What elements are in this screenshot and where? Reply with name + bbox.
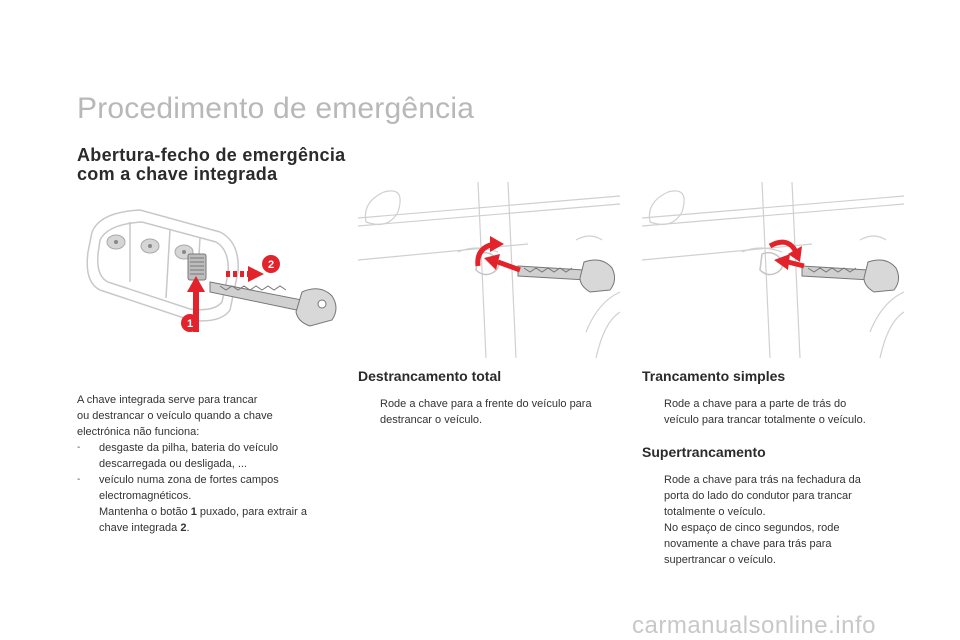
watermark: carmanualsonline.info <box>632 612 876 639</box>
section-title <box>77 146 345 184</box>
text-fragment: . <box>186 522 190 534</box>
list-item <box>77 504 339 536</box>
button-number: 1 <box>190 506 197 518</box>
list-item-line: Rode a chave para a frente do veículo para <box>380 398 592 410</box>
door-unlock-illustration <box>358 182 620 358</box>
intro-column <box>77 392 339 536</box>
key-number: 2 <box>180 522 187 534</box>
list-item <box>77 472 339 504</box>
section-title-line1: Abertura-fecho de emergência <box>77 145 346 165</box>
lock-column <box>642 368 904 568</box>
list-item-line: destrancar o veículo. <box>380 414 483 426</box>
callout-1-label: 1 <box>186 318 194 330</box>
supertrancamento-heading: Supertrancamento <box>642 444 766 460</box>
list-item-line: porta do lado do condutor para trancar <box>664 490 852 502</box>
list-item-line: Rode a chave para a parte de trás do <box>664 398 847 410</box>
door-lock-illustration <box>642 182 904 358</box>
list-item-line: No espaço de cinco segundos, rode <box>664 522 840 534</box>
list-item <box>358 396 620 428</box>
list-item-line <box>99 504 339 520</box>
section-title-line2: com a chave integrada <box>77 164 278 184</box>
page-title: Procedimento de emergência <box>77 92 475 125</box>
intro-line-1: A chave integrada serve para trancar <box>77 394 258 406</box>
list-item-line: supertrancar o veículo. <box>664 554 776 566</box>
list-item-line <box>99 520 339 536</box>
text-fragment: puxado, para extrair a <box>196 506 307 518</box>
list-item-line: desgaste da pilha, bateria do veículo <box>99 442 279 454</box>
list-item <box>77 440 339 472</box>
key-fob-illustration <box>70 192 350 362</box>
list-item <box>642 520 904 568</box>
list-item-line: veículo para trancar totalmente o veículo. <box>664 414 866 426</box>
destrancamento-heading: Destrancamento total <box>358 368 502 384</box>
unlock-column <box>358 368 620 428</box>
list-item-line: descarregada ou desligada, ... <box>99 458 247 470</box>
text-fragment: Mantenha o botão <box>99 506 191 518</box>
intro-line-3: electrónica não funciona: <box>77 426 200 438</box>
trancamento-heading: Trancamento simples <box>642 368 786 384</box>
list-item-line: Rode a chave para trás na fechadura da <box>664 474 861 486</box>
list-item-line: totalmente o veículo. <box>664 506 766 518</box>
dash-marker: - <box>77 442 81 453</box>
intro-line-2: ou destrancar o veículo quando a chave <box>77 410 273 422</box>
text-fragment: chave integrada <box>99 522 181 534</box>
dash-marker: - <box>77 474 81 485</box>
list-item-line: veículo numa zona de fortes campos <box>99 474 279 486</box>
list-item-line: novamente a chave para trás para <box>664 538 832 550</box>
list-item-line: electromagnéticos. <box>99 490 192 502</box>
callout-2-label: 2 <box>267 259 275 271</box>
list-item <box>642 396 904 428</box>
list-item <box>642 472 904 520</box>
